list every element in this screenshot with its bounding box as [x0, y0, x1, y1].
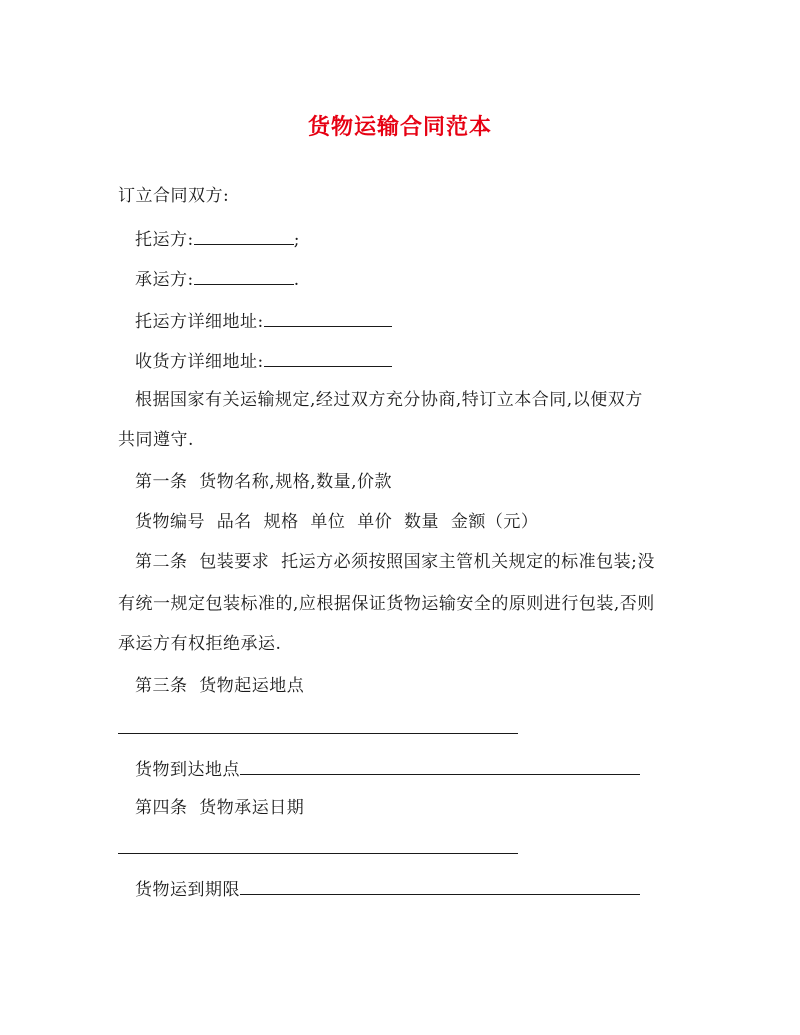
arrival-place-blank [240, 756, 640, 775]
document-title: 货物运输合同范本 [307, 114, 492, 140]
arrival-place-line [135, 756, 640, 782]
intro-paragraph-line1: 根据国家有关运输规定,经过双方充分协商,特订立本合同,以便双方 [135, 390, 643, 410]
parties-heading: 订立合同双方: [118, 186, 230, 206]
article-4-heading: 第四条 货物承运日期 [135, 798, 305, 818]
article-2-line3: 承运方有权拒绝承运. [118, 634, 282, 654]
article-1-heading: 第一条 货物名称,规格,数量,价款 [135, 472, 393, 492]
shipping-date-blank [118, 853, 518, 854]
article-3-heading: 第三条 货物起运地点 [135, 676, 305, 696]
shipper-address-line [135, 308, 392, 334]
shipper-line [135, 226, 300, 252]
carrier-line [135, 266, 300, 292]
consignee-address-line [135, 348, 392, 374]
delivery-deadline-label: 货物运到期限 [135, 880, 240, 900]
consignee-address-blank [264, 348, 392, 367]
article-2-line1: 第二条 包装要求 托运方必须按照国家主管机关规定的标准包装;没 [135, 552, 655, 572]
departure-place-blank [118, 733, 518, 734]
article-2-line2: 有统一规定包装标准的,应根据保证货物运输安全的原则进行包装,否则 [118, 594, 655, 614]
delivery-deadline-blank [240, 876, 640, 895]
shipper-address-blank [264, 308, 392, 327]
carrier-label: 承运方: [135, 270, 194, 290]
shipper-blank [194, 226, 294, 245]
delivery-deadline-line [135, 876, 640, 902]
intro-paragraph-line2: 共同遵守. [118, 430, 194, 450]
carrier-tail: . [293, 270, 300, 290]
carrier-blank [194, 266, 294, 285]
shipper-label: 托运方: [135, 230, 194, 250]
consignee-address-label: 收货方详细地址: [135, 352, 264, 372]
arrival-place-label: 货物到达地点 [135, 760, 240, 780]
shipper-address-label: 托运方详细地址: [135, 312, 264, 332]
shipper-tail: ; [293, 230, 300, 250]
goods-table-header: 货物编号 品名 规格 单位 单价 数量 金额（元） [135, 512, 539, 532]
